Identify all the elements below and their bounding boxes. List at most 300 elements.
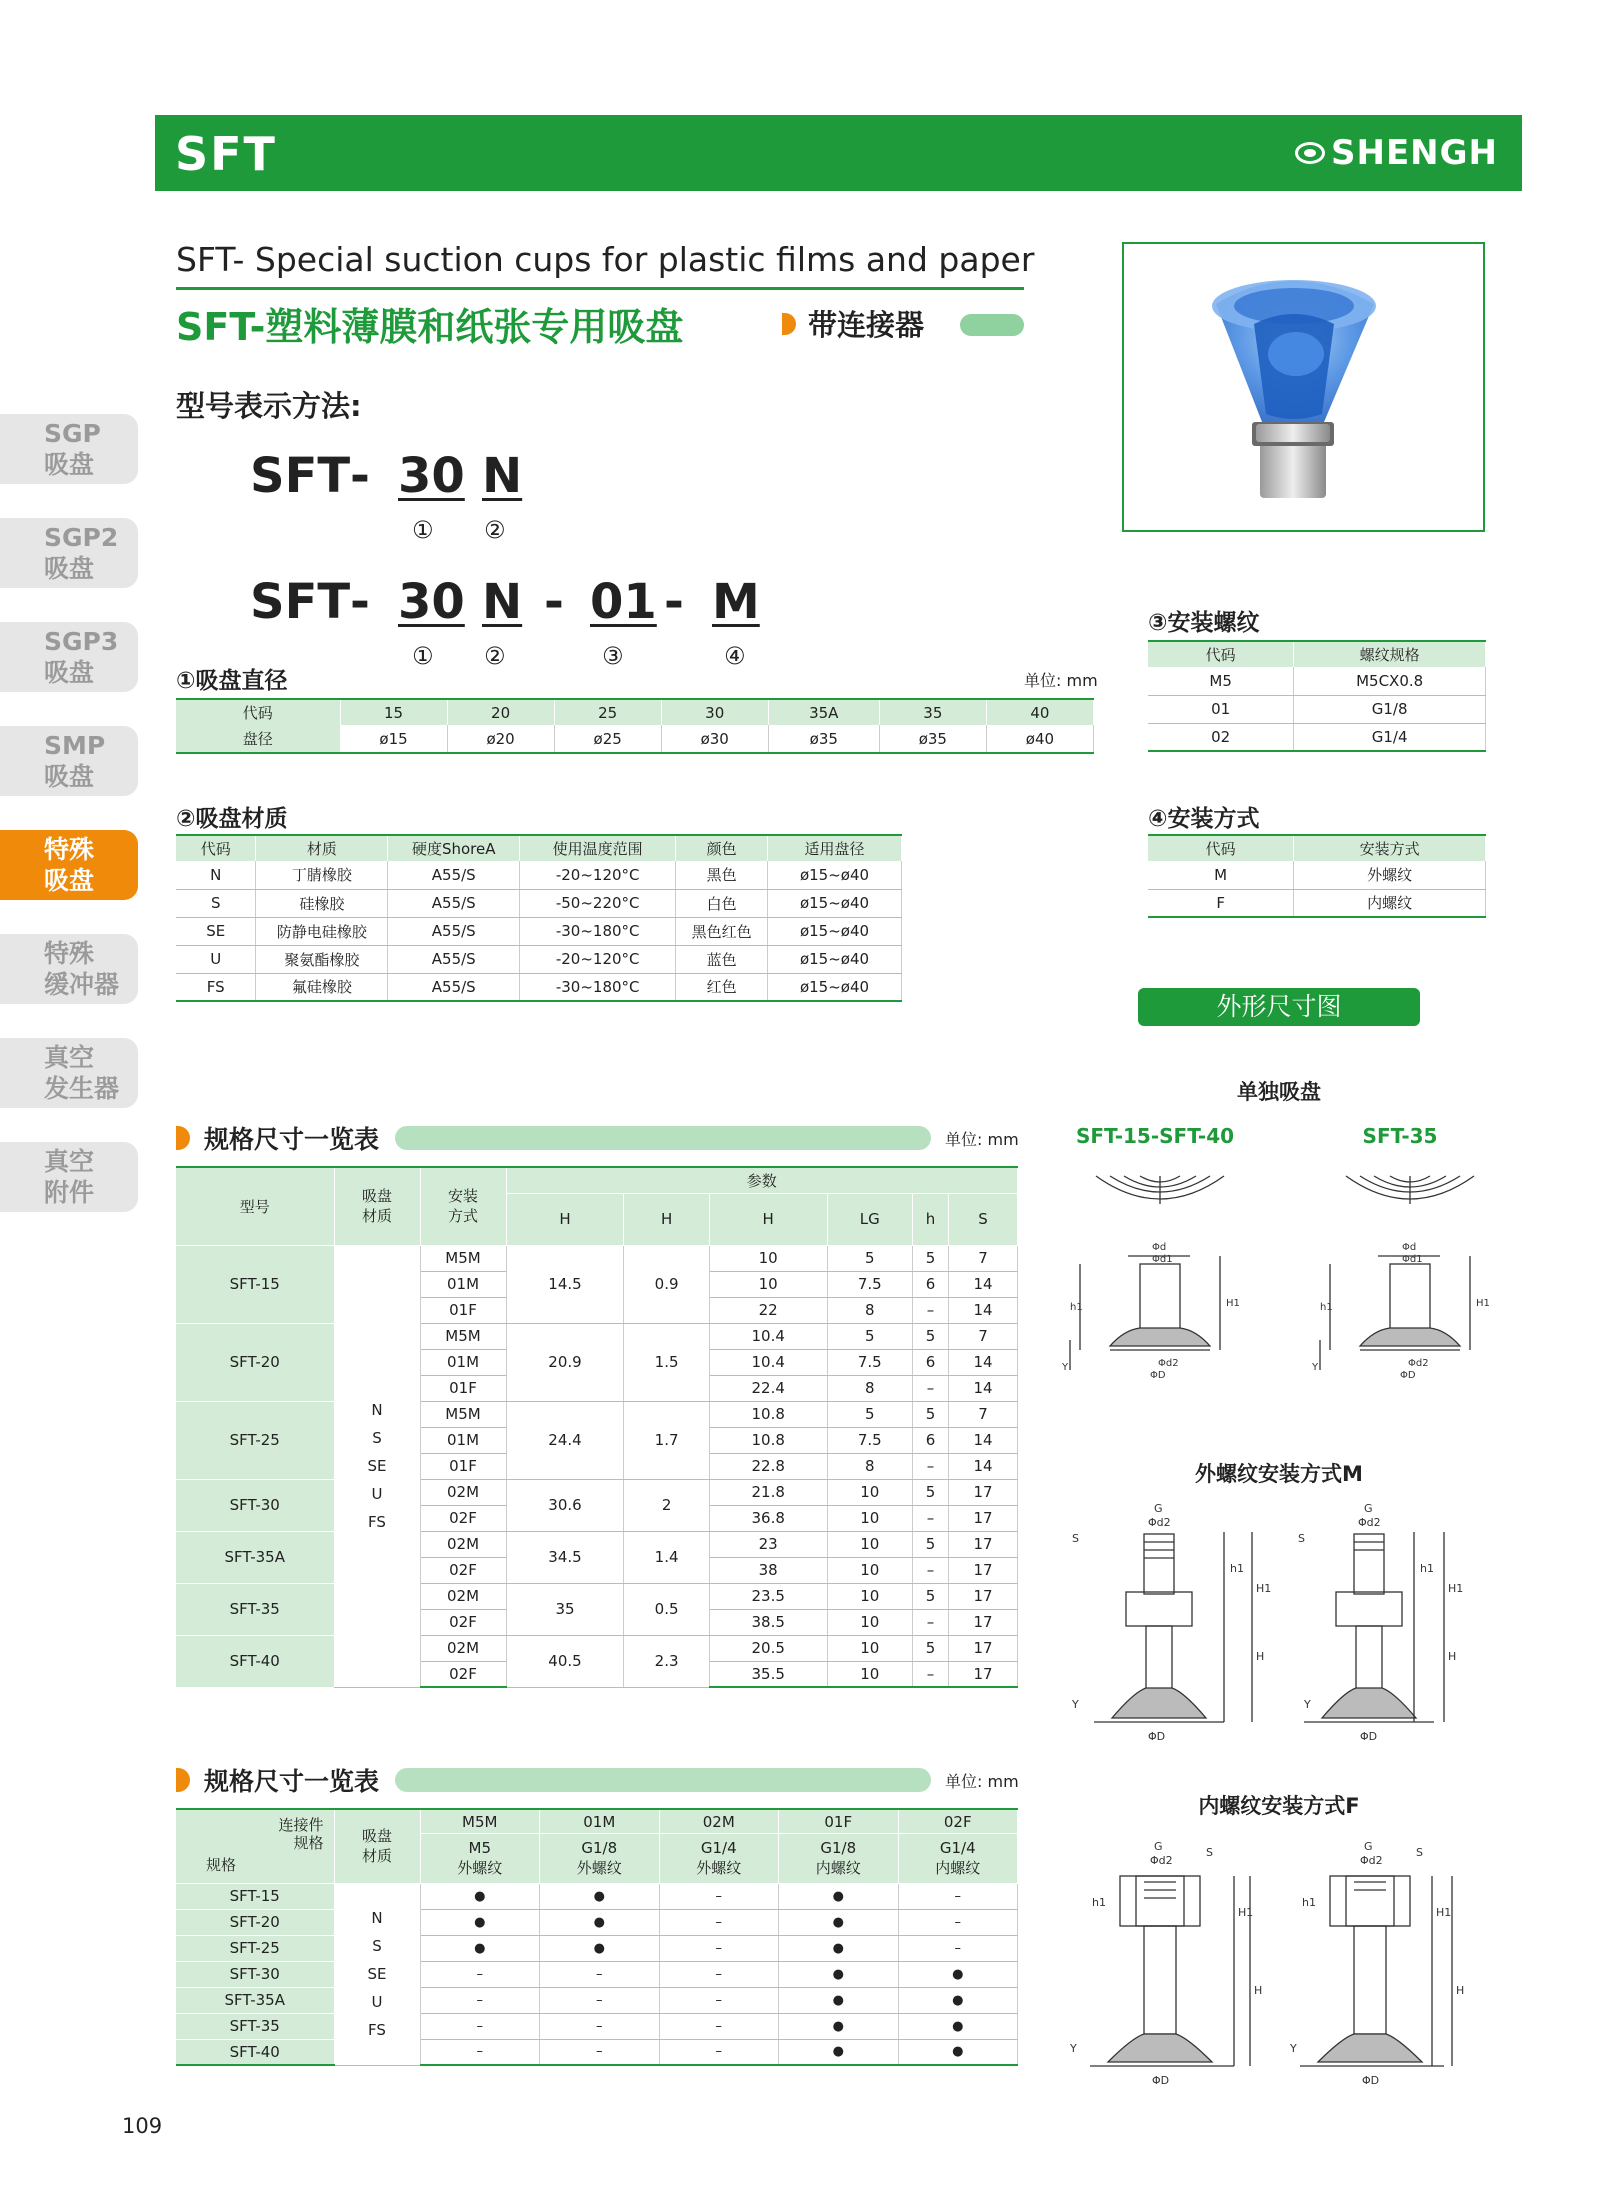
spec1-value: 5 — [827, 1401, 912, 1427]
spec2-availability: – — [898, 1909, 1018, 1935]
spec1-model: SFT-15 — [176, 1245, 334, 1323]
model-code-index: ④ — [724, 642, 746, 670]
material-code: S — [372, 1937, 382, 1955]
material-cell: ø15~ø40 — [768, 861, 902, 889]
material-code: SE — [367, 1965, 387, 1983]
spec1-value: 17 — [949, 1635, 1018, 1661]
mount-cell: F — [1148, 889, 1294, 917]
svg-text:Y: Y — [1070, 2042, 1077, 2055]
sidebar-tab[interactable] — [0, 934, 138, 1004]
diameter-code: 20 — [447, 699, 554, 725]
material-cell: 黑色红色 — [676, 917, 768, 945]
spec-header-2 — [176, 1762, 931, 1798]
svg-text:Φd: Φd — [1152, 1242, 1167, 1253]
spec1-mount: 02M — [420, 1635, 506, 1661]
svg-text:Y: Y — [1062, 1362, 1069, 1373]
svg-text:Y: Y — [1072, 1698, 1079, 1711]
table-row — [176, 861, 902, 889]
model-code-part: - — [350, 448, 370, 504]
spec2-corner-top: 连接件 规格 — [278, 1816, 324, 1852]
header-bar — [155, 115, 1522, 191]
spec1-h: 14.5 — [506, 1245, 624, 1323]
sidebar-tab-line2: 发生器 — [44, 1074, 120, 1103]
spec-table-2 — [176, 1808, 1018, 2066]
spec1-value: 5 — [912, 1479, 948, 1505]
material-cell: 硅橡胶 — [256, 889, 388, 917]
spec2-availability: – — [420, 2013, 540, 2039]
diameter-code: 25 — [554, 699, 661, 725]
spec2-availability: ● — [779, 1935, 899, 1961]
spec1-model: SFT-30 — [176, 1479, 334, 1531]
svg-text:Φd1: Φd1 — [1152, 1254, 1173, 1265]
thread-label: ③安装螺纹 — [1148, 610, 1260, 636]
model-code-part: 30 — [398, 448, 465, 504]
spec1-param-header: H — [709, 1193, 827, 1245]
sidebar-tab[interactable] — [0, 726, 138, 796]
material-cell: SE — [176, 917, 256, 945]
diameter-code: 40 — [986, 699, 1093, 725]
material-table — [176, 834, 902, 1002]
model-code-part: N — [482, 448, 523, 504]
spec2-availability: ● — [779, 2039, 899, 2065]
model-code-part: 30 — [398, 574, 465, 630]
table-row — [176, 2039, 1018, 2065]
table-row — [176, 1987, 1018, 2013]
spec2-availability: ● — [898, 2039, 1018, 2065]
title-chinese: SFT-塑料薄膜和纸张专用吸盘 — [176, 305, 684, 349]
spec2-model: SFT-25 — [176, 1935, 334, 1961]
svg-text:Φd2: Φd2 — [1148, 1516, 1171, 1529]
spec1-mount: M5M — [420, 1245, 506, 1271]
spec-title: 规格尺寸一览表 — [204, 1767, 380, 1796]
spec1-mount: 01F — [420, 1297, 506, 1323]
material-cell: ø15~ø40 — [768, 917, 902, 945]
spec2-col-code: 02M — [659, 1809, 779, 1834]
material-cell: U — [176, 945, 256, 973]
table-row — [1148, 861, 1486, 889]
material-cell: 聚氨酯橡胶 — [256, 945, 388, 973]
svg-text:H: H — [1256, 1650, 1265, 1663]
spec1-mount: 01M — [420, 1349, 506, 1375]
title-marker — [782, 313, 796, 335]
thread-cell: 02 — [1148, 723, 1294, 751]
spec1-value: 14 — [949, 1297, 1018, 1323]
spec1-param-header: S — [949, 1193, 1018, 1245]
spec1-h: 2.3 — [624, 1635, 709, 1687]
spec2-availability: – — [659, 2013, 779, 2039]
spec1-value: 38 — [709, 1557, 827, 1583]
spec1-value: 10 — [827, 1635, 912, 1661]
spec1-value: 5 — [912, 1401, 948, 1427]
material-label: ②吸盘材质 — [176, 806, 288, 832]
spec2-model: SFT-30 — [176, 1961, 334, 1987]
material-code: FS — [368, 2021, 386, 2039]
spec2-availability: ● — [779, 1909, 899, 1935]
spec1-value: 22.8 — [709, 1453, 827, 1479]
svg-text:S: S — [1072, 1532, 1079, 1545]
thread-cell: M5 — [1148, 667, 1294, 695]
spec1-value: 38.5 — [709, 1609, 827, 1635]
spec2-model: SFT-35A — [176, 1987, 334, 2013]
sidebar-tab[interactable] — [0, 622, 138, 692]
thread-header: 代码 — [1148, 641, 1294, 667]
spec1-value: – — [912, 1661, 948, 1687]
svg-text:Φd2: Φd2 — [1360, 1854, 1383, 1867]
svg-text:H1: H1 — [1476, 1298, 1490, 1309]
spec1-value: 8 — [827, 1297, 912, 1323]
spec1-value: 6 — [912, 1427, 948, 1453]
material-cell: A55/S — [388, 973, 520, 1001]
table-row — [176, 1961, 1018, 1987]
material-cell: A55/S — [388, 917, 520, 945]
spec1-header-mount: 安装 方式 — [420, 1167, 506, 1245]
material-cell: -20~120°C — [520, 945, 676, 973]
material-header: 硬度ShoreA — [388, 835, 520, 861]
spec2-availability: ● — [779, 1987, 899, 2013]
title-subtitle: 带连接器 — [808, 308, 925, 342]
sidebar-tab-line1: SMP — [44, 731, 106, 760]
material-cell: 防静电硅橡胶 — [256, 917, 388, 945]
spec2-availability: ● — [540, 1883, 660, 1909]
logo-icon — [1295, 142, 1325, 164]
page-number: 109 — [122, 2114, 163, 2138]
spec1-h: 34.5 — [506, 1531, 624, 1583]
svg-text:Φd: Φd — [1402, 1242, 1417, 1253]
spec2-corner — [176, 1809, 334, 1883]
sidebar-tab-line2: 吸盘 — [44, 762, 95, 791]
material-cell: -30~180°C — [520, 973, 676, 1001]
spec1-mount: 01M — [420, 1427, 506, 1453]
spec1-value: 5 — [912, 1583, 948, 1609]
material-cell: ø15~ø40 — [768, 945, 902, 973]
table-row — [176, 917, 902, 945]
spec2-model: SFT-20 — [176, 1909, 334, 1935]
diameter-code: 30 — [661, 699, 768, 725]
spec1-h: 0.9 — [624, 1245, 709, 1323]
spec1-model: SFT-20 — [176, 1323, 334, 1401]
spec1-value: – — [912, 1505, 948, 1531]
spec2-availability: – — [898, 1883, 1018, 1909]
svg-text:S: S — [1206, 1846, 1213, 1859]
spec1-value: 7.5 — [827, 1349, 912, 1375]
svg-text:Φd2: Φd2 — [1408, 1358, 1429, 1369]
spec1-model: SFT-35A — [176, 1531, 334, 1583]
spec2-availability: – — [898, 1935, 1018, 1961]
spec1-unit: 单位: mm — [945, 1130, 1019, 1149]
table-row — [176, 1479, 1018, 1505]
sidebar-tab[interactable] — [0, 414, 138, 484]
sidebar-tab[interactable] — [0, 1142, 138, 1212]
spec1-value: – — [912, 1609, 948, 1635]
diameter-code: 35 — [879, 699, 986, 725]
diameter-value: ø20 — [447, 725, 554, 753]
svg-text:H: H — [1254, 1984, 1263, 1997]
spec1-mount: 02F — [420, 1505, 506, 1531]
svg-text:G: G — [1154, 1502, 1163, 1515]
spec2-header-material: 吸盘 材质 — [334, 1809, 420, 1883]
spec1-h: 1.5 — [624, 1323, 709, 1401]
thread-cell: G1/4 — [1294, 723, 1486, 751]
spec2-col-code: 01F — [779, 1809, 899, 1834]
spec2-model: SFT-40 — [176, 2039, 334, 2065]
spec1-value: – — [912, 1375, 948, 1401]
mount-cell: 外螺纹 — [1294, 861, 1486, 889]
title-rule — [176, 287, 1024, 290]
spec1-value: – — [912, 1453, 948, 1479]
material-code: N — [371, 1401, 383, 1419]
spec2-corner-bottom: 规格 — [206, 1855, 237, 1874]
diameter-value: ø15 — [340, 725, 447, 753]
sidebar-tab-line2: 附件 — [44, 1178, 95, 1207]
spec1-mount: 01F — [420, 1453, 506, 1479]
spec2-availability: – — [420, 1961, 540, 1987]
mount-header: 代码 — [1148, 835, 1294, 861]
spec1-h: 0.5 — [624, 1583, 709, 1635]
model-code-part: 01 — [590, 574, 657, 630]
table-row — [176, 1245, 1018, 1271]
single-cup-caption: 单独吸盘 — [1237, 1080, 1321, 1104]
logo-text: SHENGH — [1331, 133, 1498, 173]
spec1-value: 5 — [827, 1323, 912, 1349]
spec1-mount: 02F — [420, 1661, 506, 1687]
title-bar — [960, 314, 1024, 336]
material-cell: 红色 — [676, 973, 768, 1001]
svg-text:Y: Y — [1290, 2042, 1297, 2055]
svg-text:ΦD: ΦD — [1152, 2074, 1170, 2086]
spec2-availability: ● — [898, 1961, 1018, 1987]
table-row — [176, 1323, 1018, 1349]
model-code-part: - — [544, 574, 564, 630]
spec2-availability: ● — [420, 1909, 540, 1935]
spec1-mount: 02M — [420, 1531, 506, 1557]
table-row — [176, 1583, 1018, 1609]
spec1-value: 35.5 — [709, 1661, 827, 1687]
spec1-value: 17 — [949, 1557, 1018, 1583]
spec1-value: 10 — [827, 1479, 912, 1505]
spec1-param-header: H — [506, 1193, 624, 1245]
spec2-materials — [334, 1883, 420, 2065]
model-code-index: ① — [412, 642, 434, 670]
material-header: 使用温度范围 — [520, 835, 676, 861]
svg-text:ΦD: ΦD — [1362, 2074, 1380, 2086]
spec-bar — [395, 1768, 931, 1792]
spec-table-1 — [176, 1166, 1018, 1688]
spec1-value: 10 — [827, 1583, 912, 1609]
material-cell: 丁腈橡胶 — [256, 861, 388, 889]
spec1-value: 17 — [949, 1609, 1018, 1635]
spec1-h: 35 — [506, 1583, 624, 1635]
spec2-availability: ● — [420, 1935, 540, 1961]
sidebar-tab-line1: 真空 — [44, 1147, 95, 1176]
product-photo — [1122, 242, 1485, 532]
material-cell: A55/S — [388, 945, 520, 973]
svg-text:ΦD: ΦD — [1400, 1370, 1416, 1381]
spec1-mount: 02F — [420, 1557, 506, 1583]
diameter-value: ø25 — [554, 725, 661, 753]
sidebar-tab-line1: 特殊 — [44, 835, 95, 864]
material-header: 适用盘径 — [768, 835, 902, 861]
sidebar-tab[interactable] — [0, 830, 138, 900]
spec1-mount: 02F — [420, 1609, 506, 1635]
thread-cell: M5CX0.8 — [1294, 667, 1486, 695]
thread-cell: 01 — [1148, 695, 1294, 723]
material-header: 代码 — [176, 835, 256, 861]
spec2-col-spec — [540, 1834, 660, 1883]
sidebar-tab-line1: 真空 — [44, 1043, 95, 1072]
female-thread-drawing — [1064, 1826, 1484, 2086]
spec1-value: 10 — [827, 1557, 912, 1583]
spec1-value: 5 — [912, 1635, 948, 1661]
diameter-code: 35A — [768, 699, 879, 725]
svg-text:H1: H1 — [1256, 1582, 1272, 1595]
male-thread-caption: 外螺纹安装方式M — [1195, 1462, 1363, 1486]
material-cell: ø15~ø40 — [768, 889, 902, 917]
table-row — [1148, 667, 1486, 695]
sidebar-tab-line2: 缓冲器 — [44, 970, 120, 999]
spec2-model: SFT-35 — [176, 2013, 334, 2039]
table-row — [176, 2013, 1018, 2039]
spec1-mount: M5M — [420, 1401, 506, 1427]
spec1-value: 36.8 — [709, 1505, 827, 1531]
svg-text:h1: h1 — [1420, 1562, 1434, 1575]
spec1-mount: M5M — [420, 1323, 506, 1349]
diameter-label: ①吸盘直径 — [176, 668, 288, 694]
mount-header: 安装方式 — [1294, 835, 1486, 861]
spec2-availability: – — [540, 1961, 660, 1987]
material-code: SE — [367, 1457, 387, 1475]
spec1-value: 8 — [827, 1375, 912, 1401]
model-label: 型号表示方法: — [176, 389, 362, 423]
spec2-availability: ● — [779, 1961, 899, 1987]
spec1-param-header: LG — [827, 1193, 912, 1245]
spec2-availability: – — [659, 1909, 779, 1935]
spec1-value: 6 — [912, 1349, 948, 1375]
spec1-value: 14 — [949, 1375, 1018, 1401]
table-row — [1148, 723, 1486, 751]
spec1-header-model: 型号 — [176, 1167, 334, 1245]
spec1-value: 17 — [949, 1505, 1018, 1531]
spec1-value: 22.4 — [709, 1375, 827, 1401]
spec1-mount: 02M — [420, 1583, 506, 1609]
material-cell: A55/S — [388, 889, 520, 917]
svg-text:H1: H1 — [1238, 1906, 1254, 1919]
spec1-header-params: 参数 — [506, 1167, 1018, 1193]
table-row — [176, 1635, 1018, 1661]
spec1-value: 23 — [709, 1531, 827, 1557]
female-thread-caption: 内螺纹安装方式F — [1198, 1794, 1360, 1818]
sidebar-tab-line1: SGP — [44, 419, 101, 448]
svg-text:S: S — [1298, 1532, 1305, 1545]
spec1-value: 17 — [949, 1583, 1018, 1609]
spec1-value: – — [912, 1557, 948, 1583]
table-row — [176, 889, 902, 917]
spec2-col-spec — [659, 1834, 779, 1883]
spec2-availability: ● — [540, 1935, 660, 1961]
spec1-value: 7.5 — [827, 1271, 912, 1297]
spec-marker — [176, 1126, 190, 1150]
spec1-value: 6 — [912, 1271, 948, 1297]
svg-text:H1: H1 — [1448, 1582, 1464, 1595]
sidebar-tab-line2: 吸盘 — [44, 866, 95, 895]
spec2-col-type: 外螺纹 — [576, 1859, 622, 1878]
spec2-availability: – — [659, 1935, 779, 1961]
svg-text:ΦD: ΦD — [1148, 1730, 1166, 1742]
spec2-availability: ● — [898, 1987, 1018, 2013]
single-cup-a-caption: SFT-15-SFT-40 — [1075, 1124, 1235, 1148]
material-cell: 黑色 — [676, 861, 768, 889]
svg-text:Φd2: Φd2 — [1150, 1854, 1173, 1867]
svg-text:h1: h1 — [1230, 1562, 1244, 1575]
svg-text:Φd1: Φd1 — [1402, 1254, 1423, 1265]
svg-text:H: H — [1456, 1984, 1465, 1997]
single-cup-b — [1320, 1176, 1474, 1370]
thread-cell: G1/8 — [1294, 695, 1486, 723]
spec2-availability: – — [659, 1961, 779, 1987]
svg-text:h1: h1 — [1070, 1302, 1083, 1313]
spec1-h: 2 — [624, 1479, 709, 1531]
spec1-value: 10 — [827, 1661, 912, 1687]
model-code-index: ② — [484, 516, 506, 544]
spec2-col-thread: M5 — [468, 1839, 491, 1858]
material-cell: A55/S — [388, 861, 520, 889]
material-code: N — [371, 1909, 383, 1927]
spec1-value: 5 — [912, 1245, 948, 1271]
spec2-model: SFT-15 — [176, 1883, 334, 1909]
model-code-part: M — [712, 574, 760, 630]
spec2-availability: ● — [898, 2013, 1018, 2039]
spec2-col-type: 外螺纹 — [457, 1859, 503, 1878]
material-cell: 白色 — [676, 889, 768, 917]
spec1-value: 20.5 — [709, 1635, 827, 1661]
sidebar-tab[interactable] — [0, 518, 138, 588]
spec2-availability: – — [659, 1987, 779, 2013]
spec1-h: 20.9 — [506, 1323, 624, 1401]
spec1-value: 14 — [949, 1271, 1018, 1297]
sidebar-tab[interactable] — [0, 1038, 138, 1108]
thread-header: 螺纹规格 — [1294, 641, 1486, 667]
spec1-value: 10 — [709, 1245, 827, 1271]
spec1-value: 23.5 — [709, 1583, 827, 1609]
model-code-part: - — [350, 574, 370, 630]
diameter-value: ø30 — [661, 725, 768, 753]
spec1-value: 10.4 — [709, 1349, 827, 1375]
table-row — [176, 1883, 1018, 1909]
spec1-value: 10 — [827, 1531, 912, 1557]
table-row — [1148, 695, 1486, 723]
spec1-header-material: 吸盘 材质 — [334, 1167, 420, 1245]
svg-text:ΦD: ΦD — [1150, 1370, 1166, 1381]
mount-label: ④安装方式 — [1148, 806, 1260, 832]
diameter-value: ø35 — [768, 725, 879, 753]
model-code-index: ② — [484, 642, 506, 670]
svg-text:G: G — [1364, 1502, 1373, 1515]
svg-text:G: G — [1364, 1840, 1373, 1853]
sidebar-tab-line1: 特殊 — [44, 939, 95, 968]
spec1-mount: 02M — [420, 1479, 506, 1505]
spec2-availability: – — [540, 1987, 660, 2013]
spec1-value: 22 — [709, 1297, 827, 1323]
material-cell: -20~120°C — [520, 861, 676, 889]
spec1-value: 5 — [827, 1245, 912, 1271]
dimension-drawing-title: 外形尺寸图 — [1138, 988, 1420, 1026]
spec1-value: 7 — [949, 1245, 1018, 1271]
spec1-param-header: H — [624, 1193, 709, 1245]
spec2-availability: – — [420, 2039, 540, 2065]
spec1-value: 17 — [949, 1661, 1018, 1687]
spec2-col-code: 02F — [898, 1809, 1018, 1834]
mount-cell: 内螺纹 — [1294, 889, 1486, 917]
material-header: 颜色 — [676, 835, 768, 861]
